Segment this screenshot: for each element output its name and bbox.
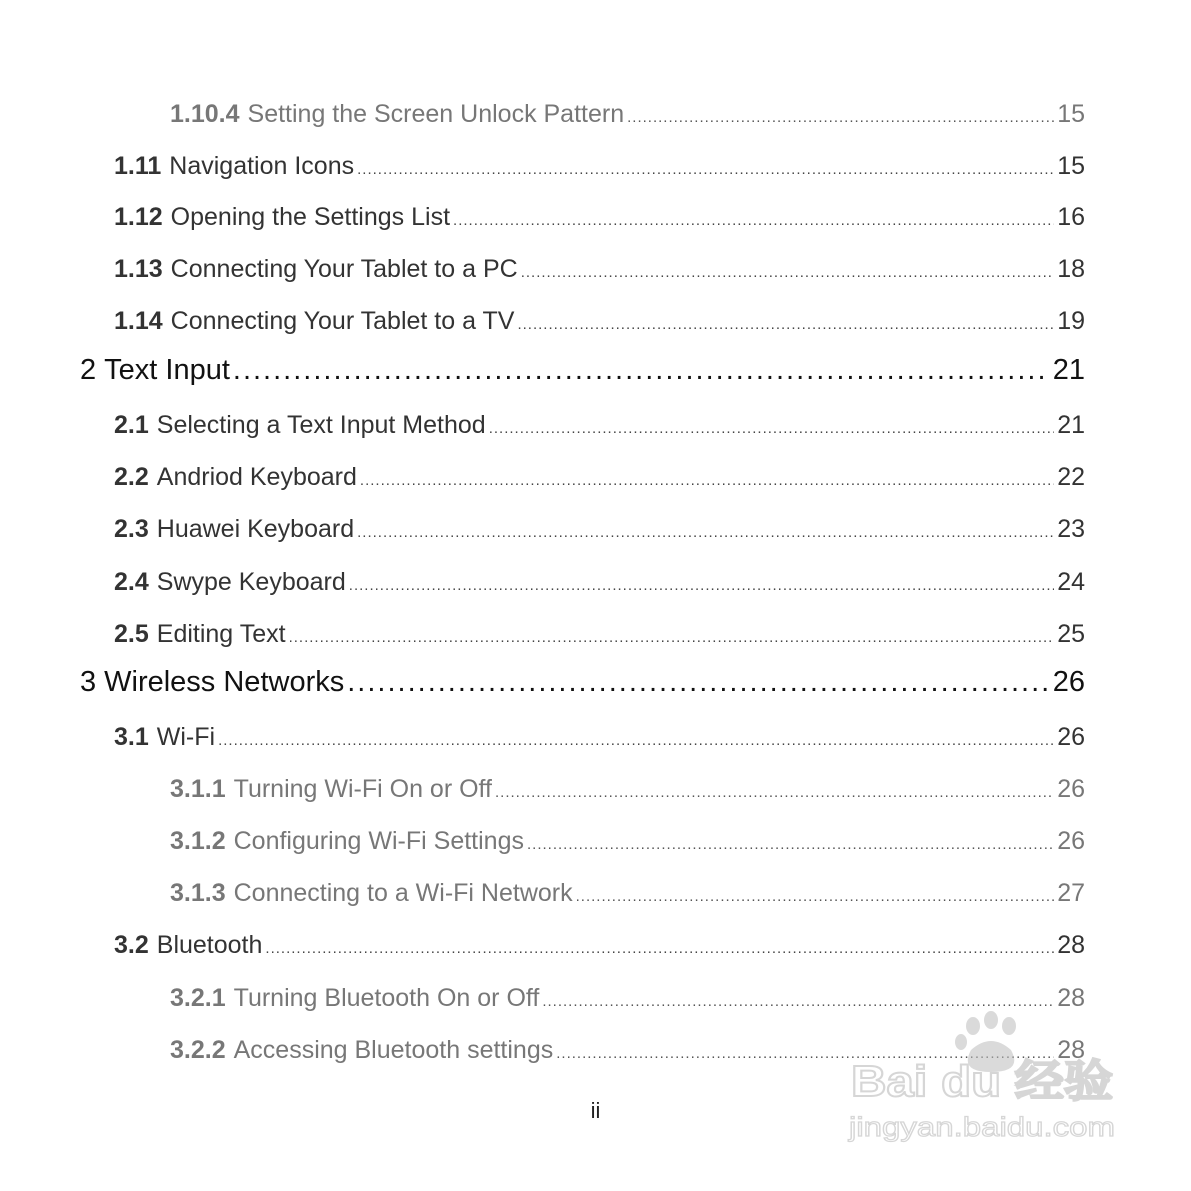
toc-entry-number: 3.2	[114, 931, 149, 959]
toc-entry-page: 18	[1057, 255, 1085, 283]
toc-entry-1-13[interactable]	[114, 255, 1085, 284]
toc-entry-number: 3.2.1	[170, 984, 226, 1012]
baidu-jingyan-watermark	[845, 1010, 1125, 1150]
toc-entry-title: Turning Wi-Fi On or Off	[233, 775, 492, 803]
toc-entry-page: 23	[1057, 515, 1085, 543]
watermark-brand: Bai du 经验	[851, 1057, 1113, 1106]
toc-entry-title: Connecting Your Tablet to a PC	[170, 255, 518, 283]
toc-dot-leader	[527, 836, 1054, 853]
toc-chapter-page: 21	[1052, 354, 1085, 386]
toc-entry-page: 28	[1057, 984, 1085, 1012]
toc-dot-leader	[265, 940, 1054, 957]
toc-entry-page: 26	[1057, 775, 1085, 803]
toc-entry-page: 16	[1057, 203, 1085, 231]
toc-entry-page: 21	[1057, 411, 1085, 439]
toc-entry-2-4[interactable]	[114, 568, 1085, 597]
toc-dot-leader	[542, 993, 1054, 1010]
toc-entry-number: 3.1.3	[170, 879, 226, 907]
toc-entry-3-1-2[interactable]	[170, 827, 1085, 856]
toc-entry-2-3[interactable]	[114, 515, 1085, 544]
toc-entry-2-1[interactable]	[114, 411, 1085, 440]
toc-entry-page: 27	[1057, 879, 1085, 907]
toc-dot-leader	[627, 109, 1054, 126]
toc-chapter-title: Text Input	[104, 354, 230, 386]
toc-entry-title: Configuring Wi-Fi Settings	[233, 827, 524, 855]
toc-entry-page: 25	[1057, 620, 1085, 648]
toc-entry-title: Selecting a Text Input Method	[156, 411, 486, 439]
toc-dot-leader	[360, 472, 1054, 489]
toc-dot-leader	[521, 264, 1055, 281]
toc-entry-page: 22	[1057, 463, 1085, 491]
toc-chapter-2[interactable]	[80, 354, 1085, 387]
toc-entry-number: 3.1.2	[170, 827, 226, 855]
toc-entry-3-1[interactable]	[114, 723, 1085, 752]
toc-entry-title: Accessing Bluetooth settings	[233, 1036, 554, 1064]
toc-entry-title: Turning Bluetooth On or Off	[233, 984, 540, 1012]
toc-entry-number: 3.1	[114, 723, 149, 751]
toc-entry-title: Andriod Keyboard	[156, 463, 357, 491]
toc-entry-title: Bluetooth	[156, 931, 263, 959]
toc-entry-1-11[interactable]	[114, 152, 1085, 181]
toc-entry-title: Navigation Icons	[169, 152, 355, 180]
toc-entry-number: 1.12	[114, 203, 163, 231]
toc-entry-title: Huawei Keyboard	[156, 515, 355, 543]
page-number: ii	[590, 1098, 601, 1123]
toc-entry-number: 1.13	[114, 255, 163, 283]
toc-entry-title: Connecting to a Wi-Fi Network	[233, 879, 573, 907]
toc-dot-leader	[349, 577, 1054, 594]
toc-entry-1-10-4[interactable]	[170, 100, 1085, 129]
toc-entry-1-12[interactable]	[114, 203, 1085, 232]
toc-dot-leader	[489, 420, 1055, 437]
toc-entry-title: Opening the Settings List	[170, 203, 451, 231]
toc-entry-2-2[interactable]	[114, 463, 1085, 492]
toc-entry-number: 2.2	[114, 463, 149, 491]
toc-chapter-title: Wireless Networks	[104, 666, 345, 698]
toc-entry-number: 2.5	[114, 620, 149, 648]
toc-dot-leader	[576, 888, 1055, 905]
toc-entry-number: 2.1	[114, 411, 149, 439]
toc-entry-title: Connecting Your Tablet to a TV	[170, 307, 515, 335]
toc-entry-page: 26	[1057, 723, 1085, 751]
toc-entry-page: 28	[1057, 931, 1085, 959]
toc-entry-page: 26	[1057, 827, 1085, 855]
toc-entry-page: 19	[1057, 307, 1085, 335]
toc-entry-number: 1.11	[114, 152, 162, 180]
toc-dot-leader	[289, 629, 1055, 646]
toc-dot-leader	[218, 732, 1054, 749]
toc-entry-page: 15	[1057, 100, 1085, 128]
toc-dot-leader	[357, 524, 1054, 541]
toc-entry-title: Swype Keyboard	[156, 568, 346, 596]
toc-entry-3-2[interactable]	[114, 931, 1085, 960]
toc-entry-title: Editing Text	[156, 620, 286, 648]
toc-entry-title: Wi-Fi	[156, 723, 216, 751]
toc-entry-2-5[interactable]	[114, 620, 1085, 649]
toc-dot-leader	[357, 161, 1054, 178]
toc-entry-page: 24	[1057, 568, 1085, 596]
toc-entry-1-14[interactable]	[114, 307, 1085, 336]
toc-dot-leader	[347, 666, 1050, 699]
toc-chapter-number: 3	[80, 666, 97, 698]
toc-entry-page: 28	[1057, 1036, 1085, 1064]
toc-dot-leader	[453, 212, 1054, 229]
toc-entry-3-1-1[interactable]	[170, 775, 1085, 804]
toc-entry-title: Setting the Screen Unlock Pattern	[247, 100, 625, 128]
toc-chapter-number: 2	[80, 354, 97, 386]
toc-dot-leader	[495, 784, 1054, 801]
toc-chapter-3[interactable]	[80, 666, 1085, 699]
toc-dot-leader	[517, 316, 1054, 333]
toc-entry-number: 3.1.1	[170, 775, 226, 803]
toc-entry-page: 15	[1057, 152, 1085, 180]
toc-dot-leader	[233, 354, 1050, 387]
toc-entry-number: 1.14	[114, 307, 163, 335]
toc-chapter-page: 26	[1052, 666, 1085, 698]
toc-entry-number: 2.4	[114, 568, 149, 596]
toc-entry-3-2-1[interactable]	[170, 984, 1085, 1013]
toc-entry-number: 3.2.2	[170, 1036, 226, 1064]
toc-entry-number: 1.10.4	[170, 100, 240, 128]
watermark-url: jingyan.baidu.com	[847, 1112, 1115, 1142]
toc-entry-3-1-3[interactable]	[170, 879, 1085, 908]
toc-entry-number: 2.3	[114, 515, 149, 543]
